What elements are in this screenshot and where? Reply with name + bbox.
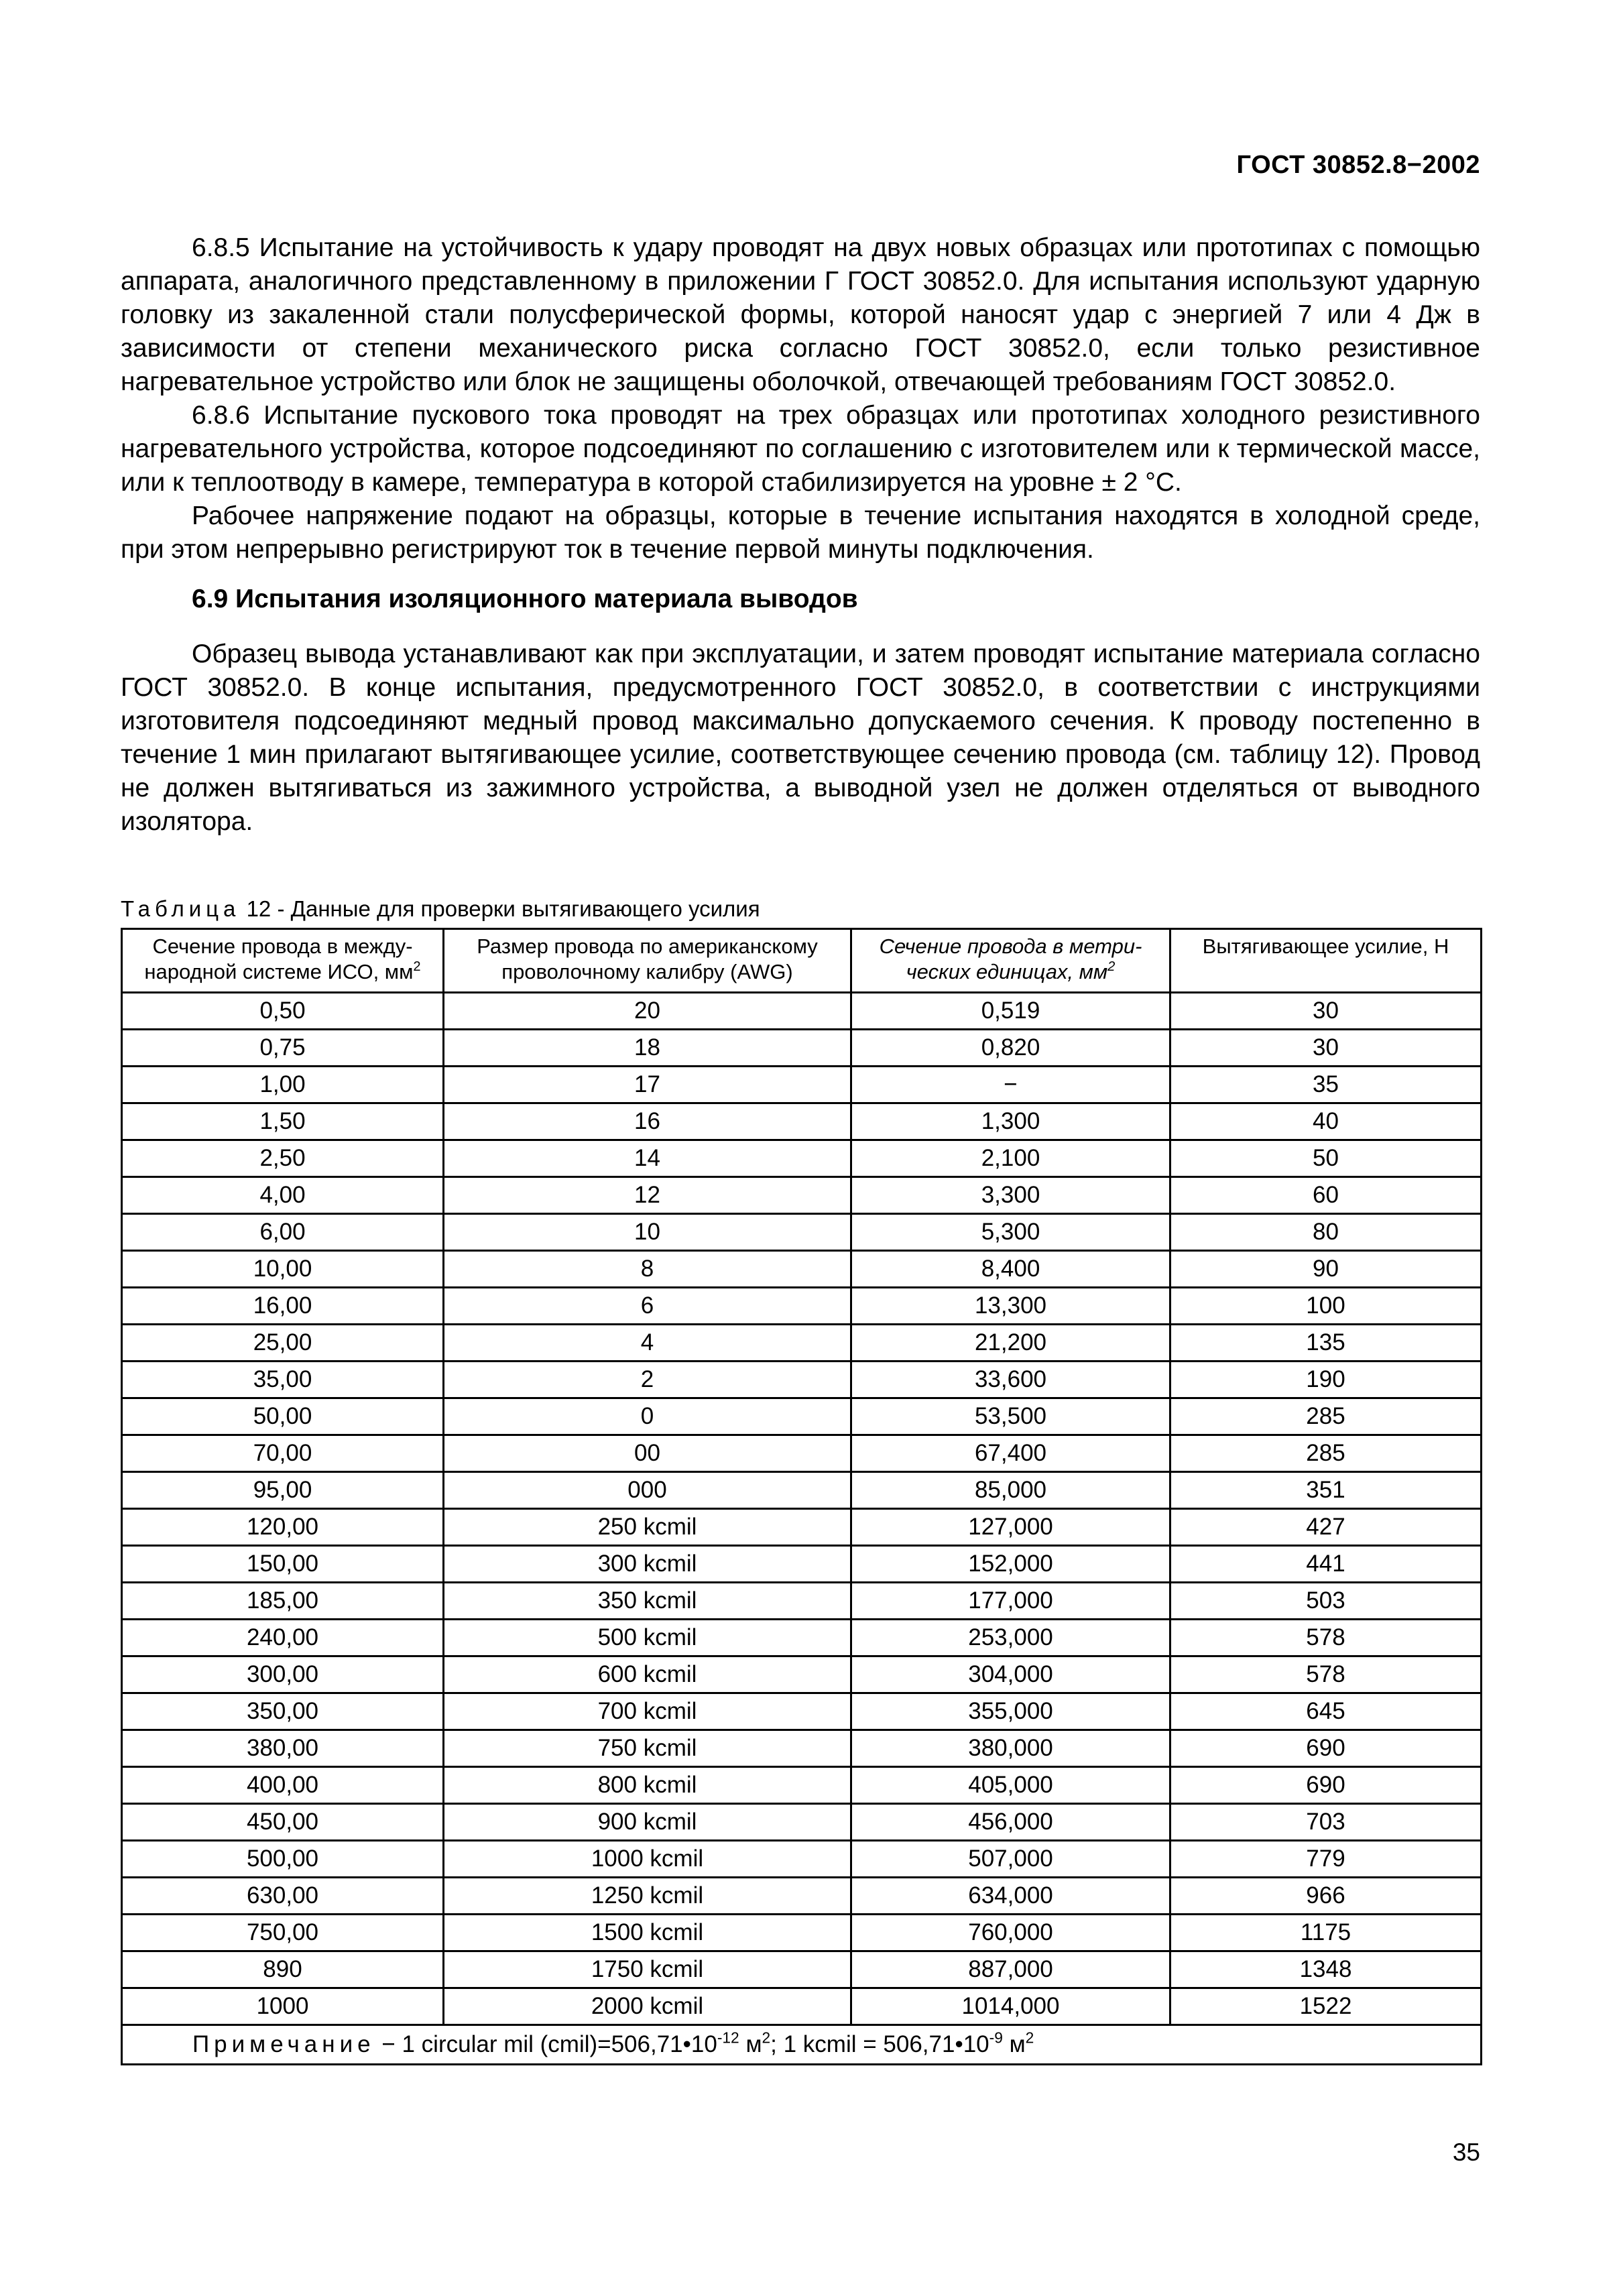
- table-row: [122, 1472, 1482, 1509]
- cell-iso-section: 380,00: [122, 1730, 444, 1767]
- header-awg-size: Размер провода по американскому проволочному калибру (AWG): [444, 929, 851, 993]
- cell-awg-size: 16: [444, 1103, 851, 1140]
- cell-metric-section: 456,000: [851, 1804, 1170, 1841]
- cell-iso-section: 150,00: [122, 1546, 444, 1583]
- table-row: [122, 1067, 1482, 1103]
- cell-awg-size: 8: [444, 1251, 851, 1288]
- cell-awg-size: 20: [444, 993, 851, 1030]
- table-row: [122, 1951, 1482, 1988]
- cell-pull-force: 35: [1170, 1067, 1482, 1103]
- table-row: [122, 1509, 1482, 1546]
- cell-pull-force: 779: [1170, 1841, 1482, 1878]
- cell-awg-size: 700 kcmil: [444, 1693, 851, 1730]
- cell-metric-section: 355,000: [851, 1693, 1170, 1730]
- cell-pull-force: 50: [1170, 1140, 1482, 1177]
- table-caption-label: Таблица: [121, 896, 241, 921]
- cell-metric-section: 33,600: [851, 1362, 1170, 1398]
- cell-awg-size: 500 kcmil: [444, 1620, 851, 1656]
- cell-pull-force: 427: [1170, 1509, 1482, 1546]
- cell-awg-size: 0: [444, 1398, 851, 1435]
- body-text: [121, 231, 1480, 839]
- table-row: [122, 1251, 1482, 1288]
- cell-iso-section: 0,75: [122, 1030, 444, 1067]
- cell-pull-force: 441: [1170, 1546, 1482, 1583]
- cell-awg-size: 1750 kcmil: [444, 1951, 851, 1988]
- table-row: [122, 1804, 1482, 1841]
- table-note-row: [122, 2025, 1482, 2065]
- cell-pull-force: 40: [1170, 1103, 1482, 1140]
- cell-iso-section: 70,00: [122, 1435, 444, 1472]
- table-row: [122, 1693, 1482, 1730]
- cell-awg-size: 2000 kcmil: [444, 1988, 851, 2025]
- cell-awg-size: 000: [444, 1472, 851, 1509]
- cell-metric-section: 1014,000: [851, 1988, 1170, 2025]
- cell-metric-section: 1,300: [851, 1103, 1170, 1140]
- cell-pull-force: 60: [1170, 1177, 1482, 1214]
- cell-iso-section: 400,00: [122, 1767, 444, 1804]
- cell-iso-section: 500,00: [122, 1841, 444, 1878]
- cell-metric-section: 2,100: [851, 1140, 1170, 1177]
- cell-metric-section: 13,300: [851, 1288, 1170, 1325]
- cell-pull-force: 1175: [1170, 1915, 1482, 1951]
- cell-awg-size: 350 kcmil: [444, 1583, 851, 1620]
- document-id: ГОСТ 30852.8−2002: [1236, 151, 1480, 179]
- cell-iso-section: 240,00: [122, 1620, 444, 1656]
- cell-awg-size: 600 kcmil: [444, 1656, 851, 1693]
- table-row: [122, 1767, 1482, 1804]
- cell-metric-section: 21,200: [851, 1325, 1170, 1362]
- table-row: [122, 1398, 1482, 1435]
- cell-awg-size: 250 kcmil: [444, 1509, 851, 1546]
- cell-awg-size: 900 kcmil: [444, 1804, 851, 1841]
- cell-awg-size: 18: [444, 1030, 851, 1067]
- table-header-row: [122, 929, 1482, 993]
- table-caption-text: - Данные для проверки вытягивающего усилия: [277, 896, 760, 921]
- cell-metric-section: 0,519: [851, 993, 1170, 1030]
- cell-pull-force: 503: [1170, 1583, 1482, 1620]
- table-row: [122, 1177, 1482, 1214]
- cell-pull-force: 135: [1170, 1325, 1482, 1362]
- cell-awg-size: 12: [444, 1177, 851, 1214]
- cell-awg-size: 14: [444, 1140, 851, 1177]
- cell-iso-section: 4,00: [122, 1177, 444, 1214]
- table-row: [122, 1214, 1482, 1251]
- table-note: Примечание − 1 circular mil $(cmil)=506,71•10^{-12}$ $м^2$; 1 kcmil = $506,71•10^{-9}$ $м^2$: [122, 2025, 1482, 2065]
- cell-pull-force: 578: [1170, 1656, 1482, 1693]
- cell-iso-section: 25,00: [122, 1325, 444, 1362]
- cell-metric-section: 152,000: [851, 1546, 1170, 1583]
- cell-pull-force: 966: [1170, 1878, 1482, 1915]
- cell-pull-force: 703: [1170, 1804, 1482, 1841]
- table-row: [122, 1030, 1482, 1067]
- cell-awg-size: 2: [444, 1362, 851, 1398]
- cell-metric-section: 67,400: [851, 1435, 1170, 1472]
- cell-awg-size: 1250 kcmil: [444, 1878, 851, 1915]
- cell-pull-force: 90: [1170, 1251, 1482, 1288]
- table-row: [122, 1546, 1482, 1583]
- cell-metric-section: 634,000: [851, 1878, 1170, 1915]
- cell-metric-section: 405,000: [851, 1767, 1170, 1804]
- cell-iso-section: 185,00: [122, 1583, 444, 1620]
- cell-metric-section: 507,000: [851, 1841, 1170, 1878]
- cell-iso-section: 6,00: [122, 1214, 444, 1251]
- cell-awg-size: 4: [444, 1325, 851, 1362]
- cell-iso-section: 1000: [122, 1988, 444, 2025]
- cell-metric-section: 127,000: [851, 1509, 1170, 1546]
- table-row: [122, 1878, 1482, 1915]
- cell-iso-section: 35,00: [122, 1362, 444, 1398]
- cell-metric-section: 887,000: [851, 1951, 1170, 1988]
- table-row: [122, 1435, 1482, 1472]
- cell-metric-section: 3,300: [851, 1177, 1170, 1214]
- table-row: [122, 1103, 1482, 1140]
- cell-iso-section: 300,00: [122, 1656, 444, 1693]
- table-row: [122, 1140, 1482, 1177]
- cell-pull-force: 1348: [1170, 1951, 1482, 1988]
- cell-awg-size: 10: [444, 1214, 851, 1251]
- cell-pull-force: 351: [1170, 1472, 1482, 1509]
- cell-pull-force: 285: [1170, 1435, 1482, 1472]
- cell-pull-force: 30: [1170, 993, 1482, 1030]
- cell-pull-force: 30: [1170, 1030, 1482, 1067]
- cell-awg-size: 6: [444, 1288, 851, 1325]
- cell-awg-size: 1000 kcmil: [444, 1841, 851, 1878]
- table-row: [122, 1988, 1482, 2025]
- table-row: [122, 1915, 1482, 1951]
- cell-metric-section: 8,400: [851, 1251, 1170, 1288]
- table-row: [122, 993, 1482, 1030]
- cell-metric-section: 53,500: [851, 1398, 1170, 1435]
- cell-pull-force: 690: [1170, 1730, 1482, 1767]
- cell-metric-section: 85,000: [851, 1472, 1170, 1509]
- cell-iso-section: 1,50: [122, 1103, 444, 1140]
- cell-iso-section: 890: [122, 1951, 444, 1988]
- table-row: [122, 1583, 1482, 1620]
- cell-metric-section: 253,000: [851, 1620, 1170, 1656]
- table-caption: [121, 896, 760, 922]
- header-pull-force: Вытягивающее усилие, Н: [1170, 929, 1482, 993]
- cell-pull-force: 285: [1170, 1398, 1482, 1435]
- header-iso-section: Сечение провода в между-народной системе ИСО, $мм^2$: [122, 929, 444, 993]
- cell-awg-size: 1500 kcmil: [444, 1915, 851, 1951]
- cell-iso-section: 16,00: [122, 1288, 444, 1325]
- table-row: [122, 1620, 1482, 1656]
- cell-metric-section: 177,000: [851, 1583, 1170, 1620]
- cell-pull-force: 645: [1170, 1693, 1482, 1730]
- header-metric-section: Сечение провода в метри-ческих единицах, $мм^2$: [851, 929, 1170, 993]
- cell-pull-force: 578: [1170, 1620, 1482, 1656]
- table-caption-number: 12: [246, 896, 272, 921]
- cell-iso-section: 1,00: [122, 1067, 444, 1103]
- cell-iso-section: 10,00: [122, 1251, 444, 1288]
- cell-awg-size: 00: [444, 1435, 851, 1472]
- cell-awg-size: 300 kcmil: [444, 1546, 851, 1583]
- table-row: [122, 1841, 1482, 1878]
- cell-metric-section: 304,000: [851, 1656, 1170, 1693]
- cell-iso-section: 50,00: [122, 1398, 444, 1435]
- paragraph-6-8-5: 6.8.5 Испытание на устойчивость к удару проводят на двух новых образцах или прототипах с помощью аппарата, аналогичного представленному в приложении Г ГОСТ 30852.0. Для испытания используют ударную головку из закаленной стали полусферической формы, которой наносят удар с энергией 7 или 4 Дж в зависимости от степени механического риска согласно ГОСТ 30852.0, если только резистивное нагревательное устройство или блок не защищены оболочкой, отвечающей требованиям ГОСТ 30852.0.: [121, 233, 1480, 396]
- section-heading-6-9: 6.9 Испытания изоляционного материала выводов: [192, 585, 858, 613]
- cell-iso-section: 350,00: [122, 1693, 444, 1730]
- cell-metric-section: 5,300: [851, 1214, 1170, 1251]
- cell-iso-section: 2,50: [122, 1140, 444, 1177]
- cell-awg-size: 17: [444, 1067, 851, 1103]
- cell-pull-force: 100: [1170, 1288, 1482, 1325]
- cell-iso-section: 0,50: [122, 993, 444, 1030]
- cell-iso-section: 450,00: [122, 1804, 444, 1841]
- table-row: [122, 1656, 1482, 1693]
- cell-iso-section: 120,00: [122, 1509, 444, 1546]
- cell-iso-section: 630,00: [122, 1878, 444, 1915]
- table-row: [122, 1730, 1482, 1767]
- cell-pull-force: 690: [1170, 1767, 1482, 1804]
- page-number: 35: [1452, 2138, 1480, 2166]
- cell-metric-section: 380,000: [851, 1730, 1170, 1767]
- cell-awg-size: 750 kcmil: [444, 1730, 851, 1767]
- cell-metric-section: 760,000: [851, 1915, 1170, 1951]
- cell-iso-section: 750,00: [122, 1915, 444, 1951]
- cell-awg-size: 800 kcmil: [444, 1767, 851, 1804]
- cell-pull-force: 80: [1170, 1214, 1482, 1251]
- table-row: [122, 1325, 1482, 1362]
- cell-metric-section: 0,820: [851, 1030, 1170, 1067]
- paragraph-6-8-6: 6.8.6 Испытание пускового тока проводят на трех образцах или прототипах холодного резистивного нагревательного устройства, которое подсоединяют по соглашению с изготовителем или к термической массе, или к теплоотводу в камере, температура в которой стабилизируется на уровне ± 2 °С.: [121, 401, 1480, 497]
- cell-pull-force: 1522: [1170, 1988, 1482, 2025]
- paragraph-terminal-test: Образец вывода устанавливают как при эксплуатации, и затем проводят испытание материала согласно ГОСТ 30852.0. В конце испытания, предусмотренного ГОСТ 30852.0, в соответствии с инструкциями изготовителя подсоединяют медный провод максимально допускаемого сечения. К проводу постепенно в течение 1 мин прилагают вытягивающее усилие, соответствующее сечению провода (см. таблицу 12). Провод не должен вытягиваться из зажимного устройства, а выводной узел не должен отделяться от выводного изолятора.: [121, 640, 1480, 836]
- cell-iso-section: 95,00: [122, 1472, 444, 1509]
- cell-metric-section: −: [851, 1067, 1170, 1103]
- pull-force-table: [121, 928, 1482, 2065]
- cell-pull-force: 190: [1170, 1362, 1482, 1398]
- table-row: [122, 1362, 1482, 1398]
- table-row: [122, 1288, 1482, 1325]
- paragraph-operating-voltage: Рабочее напряжение подают на образцы, которые в течение испытания находятся в холодной среде, при этом непрерывно регистрируют ток в течение первой минуты подключения.: [121, 501, 1480, 564]
